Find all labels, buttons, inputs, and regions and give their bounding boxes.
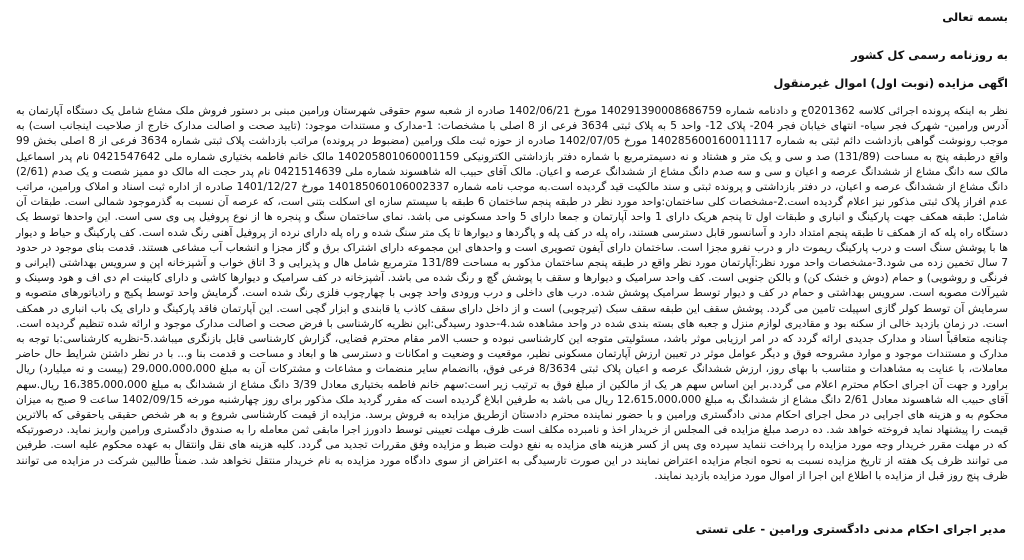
- notice-body-paragraph: نظر به اینکه پرونده اجرائی کلاسه 0201362ج و دادنامه شماره 140291390008686759 مورخ 1402/06/21 صادره از شعبه سوم حقوقی شهرستان ورامین مبنی بر دستور فروش ملک مشاع شامل یک دستگاه آپارتمان به آدرس ورامین- شهرک فجر سیاه- انتهای خیابان فجر 204- پلاک 12- واحد 5 به پلاک ثبتی 3634 فرعی از 8 اصلی با مشخصات: 1-مدارک و مستندات موجود: (تایید صحت و اصالت مدارک خارج از صلاحیت اینجانب است) به موجب رونوشت گواهی بازداشت دائم ثبتی به شماره 140285600160011117 مورخ 1402/07/05 صادره از حوزه ثبت ملک ورامین (مضبوط در پرونده) مراتب بازداشت پلاک ثبتی شماره 3634 فرعی از 8 اصلی بخش 99 واقع درطبقه پنج به مساحت (131/89) صد و سی و یک متر و هشتاد و نه دسیمترمربع با شماره دفتر بازداشتی الکترونیکی 140205801060001159 مالک خانم فاطمه بختیاری شماره ملی 0421547642 نام پدر اسماعیل مالک سه دانگ مشاع از ششدانگ عرصه و اعیان و سی و سه صدم دانگ مشاع از ششدانگ عرصه و اعیان. مالک آقای حبیب اله شاهسوند شماره ملی 0421514639 نام پدر حجت اله مالک دو ممیز شصت و یک صدم (2/61) دانگ مشاع از ششدانگ عرصه و اعیان، در دفتر بازداشتی و پرونده ثبتی و سند مالکیت قید گردیده است.به موجب نامه شماره 140185060106002337 مورخ 1401/12/27 صادره از اداره ثبت اسناد و املاک ورامین، مراتب عدم افراز پلاک ثبتی مذکور نیز اعلام گردیده است.2-مشخصات کلی ساختمان:واحد مورد نظر در طبقه پنجم ساختمان 6 طبقه با سیستم سازه ای اسکلت بتنی است، که عرصه آن نسبت به گذرموجود شمالی است. طبقات آن شامل: طبقه همکف جهت پارکینگ و انباری و طبقات اول تا پنجم هریک دارای 1 واحد آپارتمان و جمعا دارای 5 واحد مسکونی می باشد. نمای ساختمان سنگ و پنجره ها از نوع پروفیل پی وی سی است. این واحدها توسط یک دستگاه راه پله که از همکف تا طبقه پنجم امتداد دارد و آسانسور قابل دسترسی هستند، راه پله در کف پله و پاگردها و دیوارها تا یک متر سنگ شده و راه پله دارای نرده از پروفیل آهنی رنگ شده است. کف پارکینگ و حیاط و دیوار ها با پوشش سنگ است و درب پارکینگ ریموت دار و درب نفرو مجزا است. ساختمان دارای آیفون تصویری است و واحدهای این مجموعه دارای اشتراک برق و گاز مجزا و انشعاب آب مشاعی هستند. قدمت بنای موجود در حدود 7 سال تخمین زده می شود.3-مشخصات واحد مورد نظر:آپارتمان مورد نظر واقع در طبقه پنجم ساختمان مذکور به مساحت 131/89 مترمربع شامل هال و پذیرایی و 3 اتاق خواب و آشپزخانه اپن و سرویس بهداشتی (ایرانی و فرنگی و روشویی) و حمام (دوش و خشک کن) و بالکن جنوبی است. کف واحد سرامیک و دیوارها و سقف با پوشش گچ و رنگ شده می باشد. آشپزخانه در کف سرامیک و دیوارها کاشی و دارای کابینت ام دی اف و هود وسینک و شیرآلات مصوبه است. سرویس بهداشتی و حمام در کف و دیوار توسط سرامیک پوشش شده. درب های داخلی و درب ورودی واحد چوبی با چهارچوب فلزی رنگ شده است. گرمایش واحد توسط پکیج و رادیاتورهای متصوبه و سرمایش آن توسط کولر گازی اسپیلت تامین می گردد. پوشش سقف این طبقه سقف سبک (تیرچوبی) است و از داخل دارای سقف کاذب یا قابندی و ابزار گچی است. این آپارتمان فاقد پارکینگ و دارای یک باب انباری در همکف است. در زمان بازدید خالی از سکنه بود و مقادیری لوازم منزل و جعبه های بسته بندی شده در واحد مشاهده شد.4-حدود رسیدگی:این نظریه کارشناسی با فرض صحت و اصالت مدارک موجود و ارائه شده تنظیم گردیده است. چنانچه متعاقباً اسناد و مدارک جدیدی ارائه گردد که در امر ارزیابی موثر باشد، مسئولیتی متوجه این کارشناسی نبوده و حسب الامر مقام محترم قضایی، گزارش کارشناسی قابل بازنگری میباشد.5-نظریه کارشناسی:با توجه به مدارک و مستندات موجود و موارد مشروحه فوق و دیگر عوامل موثر در تعیین ارزش آپارتمان مسکونی نظیر، موقعیت و وضعیت و امکانات و دسترسی ها و ابعاد و مساحت و قدمت بنا و... با در نظر داشتن شرایط حال حاضر معاملات، با عنایت به مشاهدات و متناسب با بهای روز، ارزش ششدانگ عرصه و اعیان پلاک ثبتی 8/3634 فرعی فوق، باانضمام سایر منضمات و مشاعات و مشترکات آن به مبلغ 29،000،000،000 (بیست و نه میلیارد) ریال براورد و جهت آن اجرای احکام محترم اعلام می گردد.بر این اساس سهم هر یک از مالکین از مبلغ فوق به ترتیب زیر است:سهم خانم فاطمه بختیاری معادل 3/39 دانگ مشاع از ششدانگ به مبلغ 16،385،000،000 ریال.سهم آقای حبیب اله شاهسوند معادل 2/61 دانگ مشاع از ششدانگ به مبلغ 12،615،000،000 ریال می باشد به طرفین ابلاغ گردیده است که مقرر گردید ملک مذکور برای روز چهارشنبه مورخه 1402/09/15 ساعت 9 صبح به میزان محکوم به و هزینه های اجرایی در محل اجرای احکام مدنی دادگستری ورامین و با حضور نماینده محترم دادستان ازطریق مزایده به فروش برسد. مزایده از قیمت کارشناسی شروع و به هر شخص حقیقی یاحقوقی که بالاترین قیمت را پیشنهاد نماید فروخته خواهد شد. ده درصد مبلغ مزایده فی المجلس از خریدار اخذ و نامبرده مکلف است ظرف مهلت تعیینی توسط دادورز اجرا مابقی ثمن معامله را به صندوق دادگستری ورامین واریز نماید. درصورتیکه که در مهلت مقرر خریدار وجه مورد مزایده را پرداخت ننماید سپرده وی پس از کسر هزینه های مزایده به نفع دولت ضبط و مزایده وفق مقررات تجدید می گردد. کلیه هزینه های نقل وانتقال به عهده محکوم علیه است. طرفین می توانند ظرف یک هفته از تاریخ مزایده نسبت به نحوه انجام مزایده اعتراض نمایند در این صورت تارسیدگی به اعتراض از سوی دادگاه مورد مزایده به نام خریدار منتقل نخواهد شد. ضمناً طالبین شرکت در مزایده می توانند ظرف پنج روز قبل از مزایده با اطلاع این اجرا از اموال مورد مزایده بازدید نمایند.: [16, 105, 1009, 482]
- bismillah-heading: بسمه تعالی: [942, 10, 1008, 24]
- signature-line: مدیر اجرای احکام مدنی دادگستری ورامین - علی تستی: [695, 522, 1006, 536]
- gazette-recipient: به روزنامه رسمی کل کشور: [851, 48, 1008, 62]
- notice-title: اگهی مزایده (نوبت اول) اموال غیرمنقول: [773, 76, 1008, 90]
